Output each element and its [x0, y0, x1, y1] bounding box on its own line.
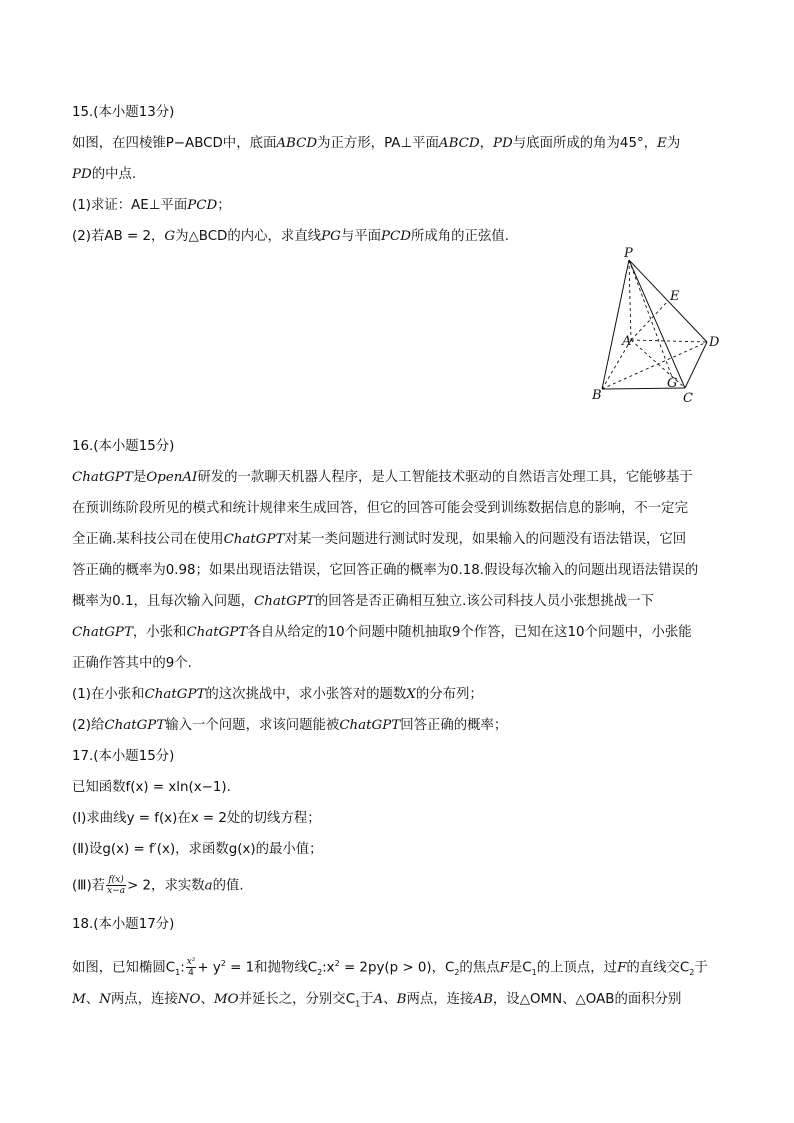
- q18-header: 18.(本小题17分): [72, 917, 175, 932]
- q18-stem-line2: M、N两点，连接NO、MO并延长之，分别交$C_1$于A、B两点，连接AB，设△OMN、△OAB的面积分别: [72, 992, 682, 1009]
- label-E: E: [670, 289, 680, 304]
- q15-stem-line2: PD的中点.: [72, 167, 137, 182]
- edge-PB: [602, 260, 632, 389]
- label-B: B: [592, 388, 602, 403]
- label-P: P: [624, 246, 633, 261]
- edge-PA-hidden: [629, 260, 631, 340]
- q17-part3: (Ⅲ)若 $\frac{f(x)}{x-a}$ > 2，求实数a的值.: [72, 875, 244, 896]
- q15-part1: (1)求证：AE⊥平面PCD；: [72, 198, 231, 213]
- q17-part1: (Ⅰ)求曲线y = f(x)在x = 2处的切线方程；: [72, 811, 321, 826]
- q15-header: 15.(本小题13分): [72, 105, 175, 120]
- edge-PC: [629, 260, 685, 388]
- label-G: G: [667, 376, 678, 391]
- q18-stem-line1: 如图，已知椭圆$C_1$: $\frac{\text{x²}}{4}$ + $y^2 = 1$和抛物线$C_2:x^2 = 2py(p > 0)$，$C_2$的焦点F是$C_1$的上顶点，过F的直线交$C_2$于: [72, 956, 708, 978]
- q15-part2: (2)若AB = 2，G为△BCD的内心，求直线PG与平面PCD所成角的正弦值.: [72, 229, 509, 244]
- label-A: A: [622, 334, 632, 349]
- q16-stem-line2: 在预训练阶段所见的模式和统计规律来生成回答，但它的回答可能会受到训练数据信息的影响，不一定完: [72, 501, 688, 516]
- q16-stem-line5: 概率为0.1，且每次输入问题，ChatGPT的回答是否正确相互独立.该公司科技人员小张想挑战一下: [72, 594, 654, 609]
- edge-CD: [685, 342, 707, 388]
- label-D: D: [709, 335, 720, 350]
- q16-part1: (1)在小张和ChatGPT的这次挑战中，求小张答对的题数X的分布列；: [72, 687, 483, 702]
- pyramid-figure: [580, 245, 740, 410]
- q17-part2: (Ⅱ)设g(x) = f′(x)，求函数g(x)的最小值；: [72, 842, 323, 857]
- q17-header: 17.(本小题15分): [72, 749, 175, 764]
- label-C: C: [683, 391, 693, 406]
- q16-stem-line1: ChatGPT是OpenAI研发的一款聊天机器人程序，是人工智能技术驱动的自然语言处理工具，它能够基于: [72, 470, 693, 485]
- q17-stem: 已知函数f(x) = xln(x−1).: [72, 780, 231, 795]
- q16-stem-line6: ChatGPT，小张和ChatGPT各自从给定的10个问题中随机抽取9个作答，已知在这10个问题中，小张能: [72, 625, 692, 640]
- q16-stem-line3: 全正确.某科技公司在使用ChatGPT对某一类问题进行测试时发现，如果输入的问题没有语法错误，它回: [72, 532, 687, 547]
- segment-PG-hidden: [629, 260, 672, 377]
- fraction-x2-over-4: $\frac{\text{x²}}{4}$: [186, 956, 196, 978]
- edge-AD-hidden: [631, 340, 707, 342]
- q16-stem-line7: 正确作答其中的9个.: [72, 656, 192, 671]
- fraction-fx-over-x-minus-a: $\frac{f(x)}{x-a}$: [107, 875, 126, 896]
- q16-part2: (2)给ChatGPT输入一个问题，求该问题能被ChatGPT回答正确的概率；: [72, 718, 508, 733]
- q15-stem-line1: 如图，在四棱锥P−ABCD中，底面ABCD为正方形，PA⊥平面ABCD，PD与底面所成的角为45°，E为: [72, 136, 681, 151]
- q16-header: 16.(本小题15分): [72, 439, 175, 454]
- q16-stem-line4: 答正确的概率为0.98；如果出现语法错误，它回答正确的概率为0.18.假设每次输入的问题出现语法错误的: [72, 563, 699, 578]
- diag-BD-hidden: [602, 342, 707, 389]
